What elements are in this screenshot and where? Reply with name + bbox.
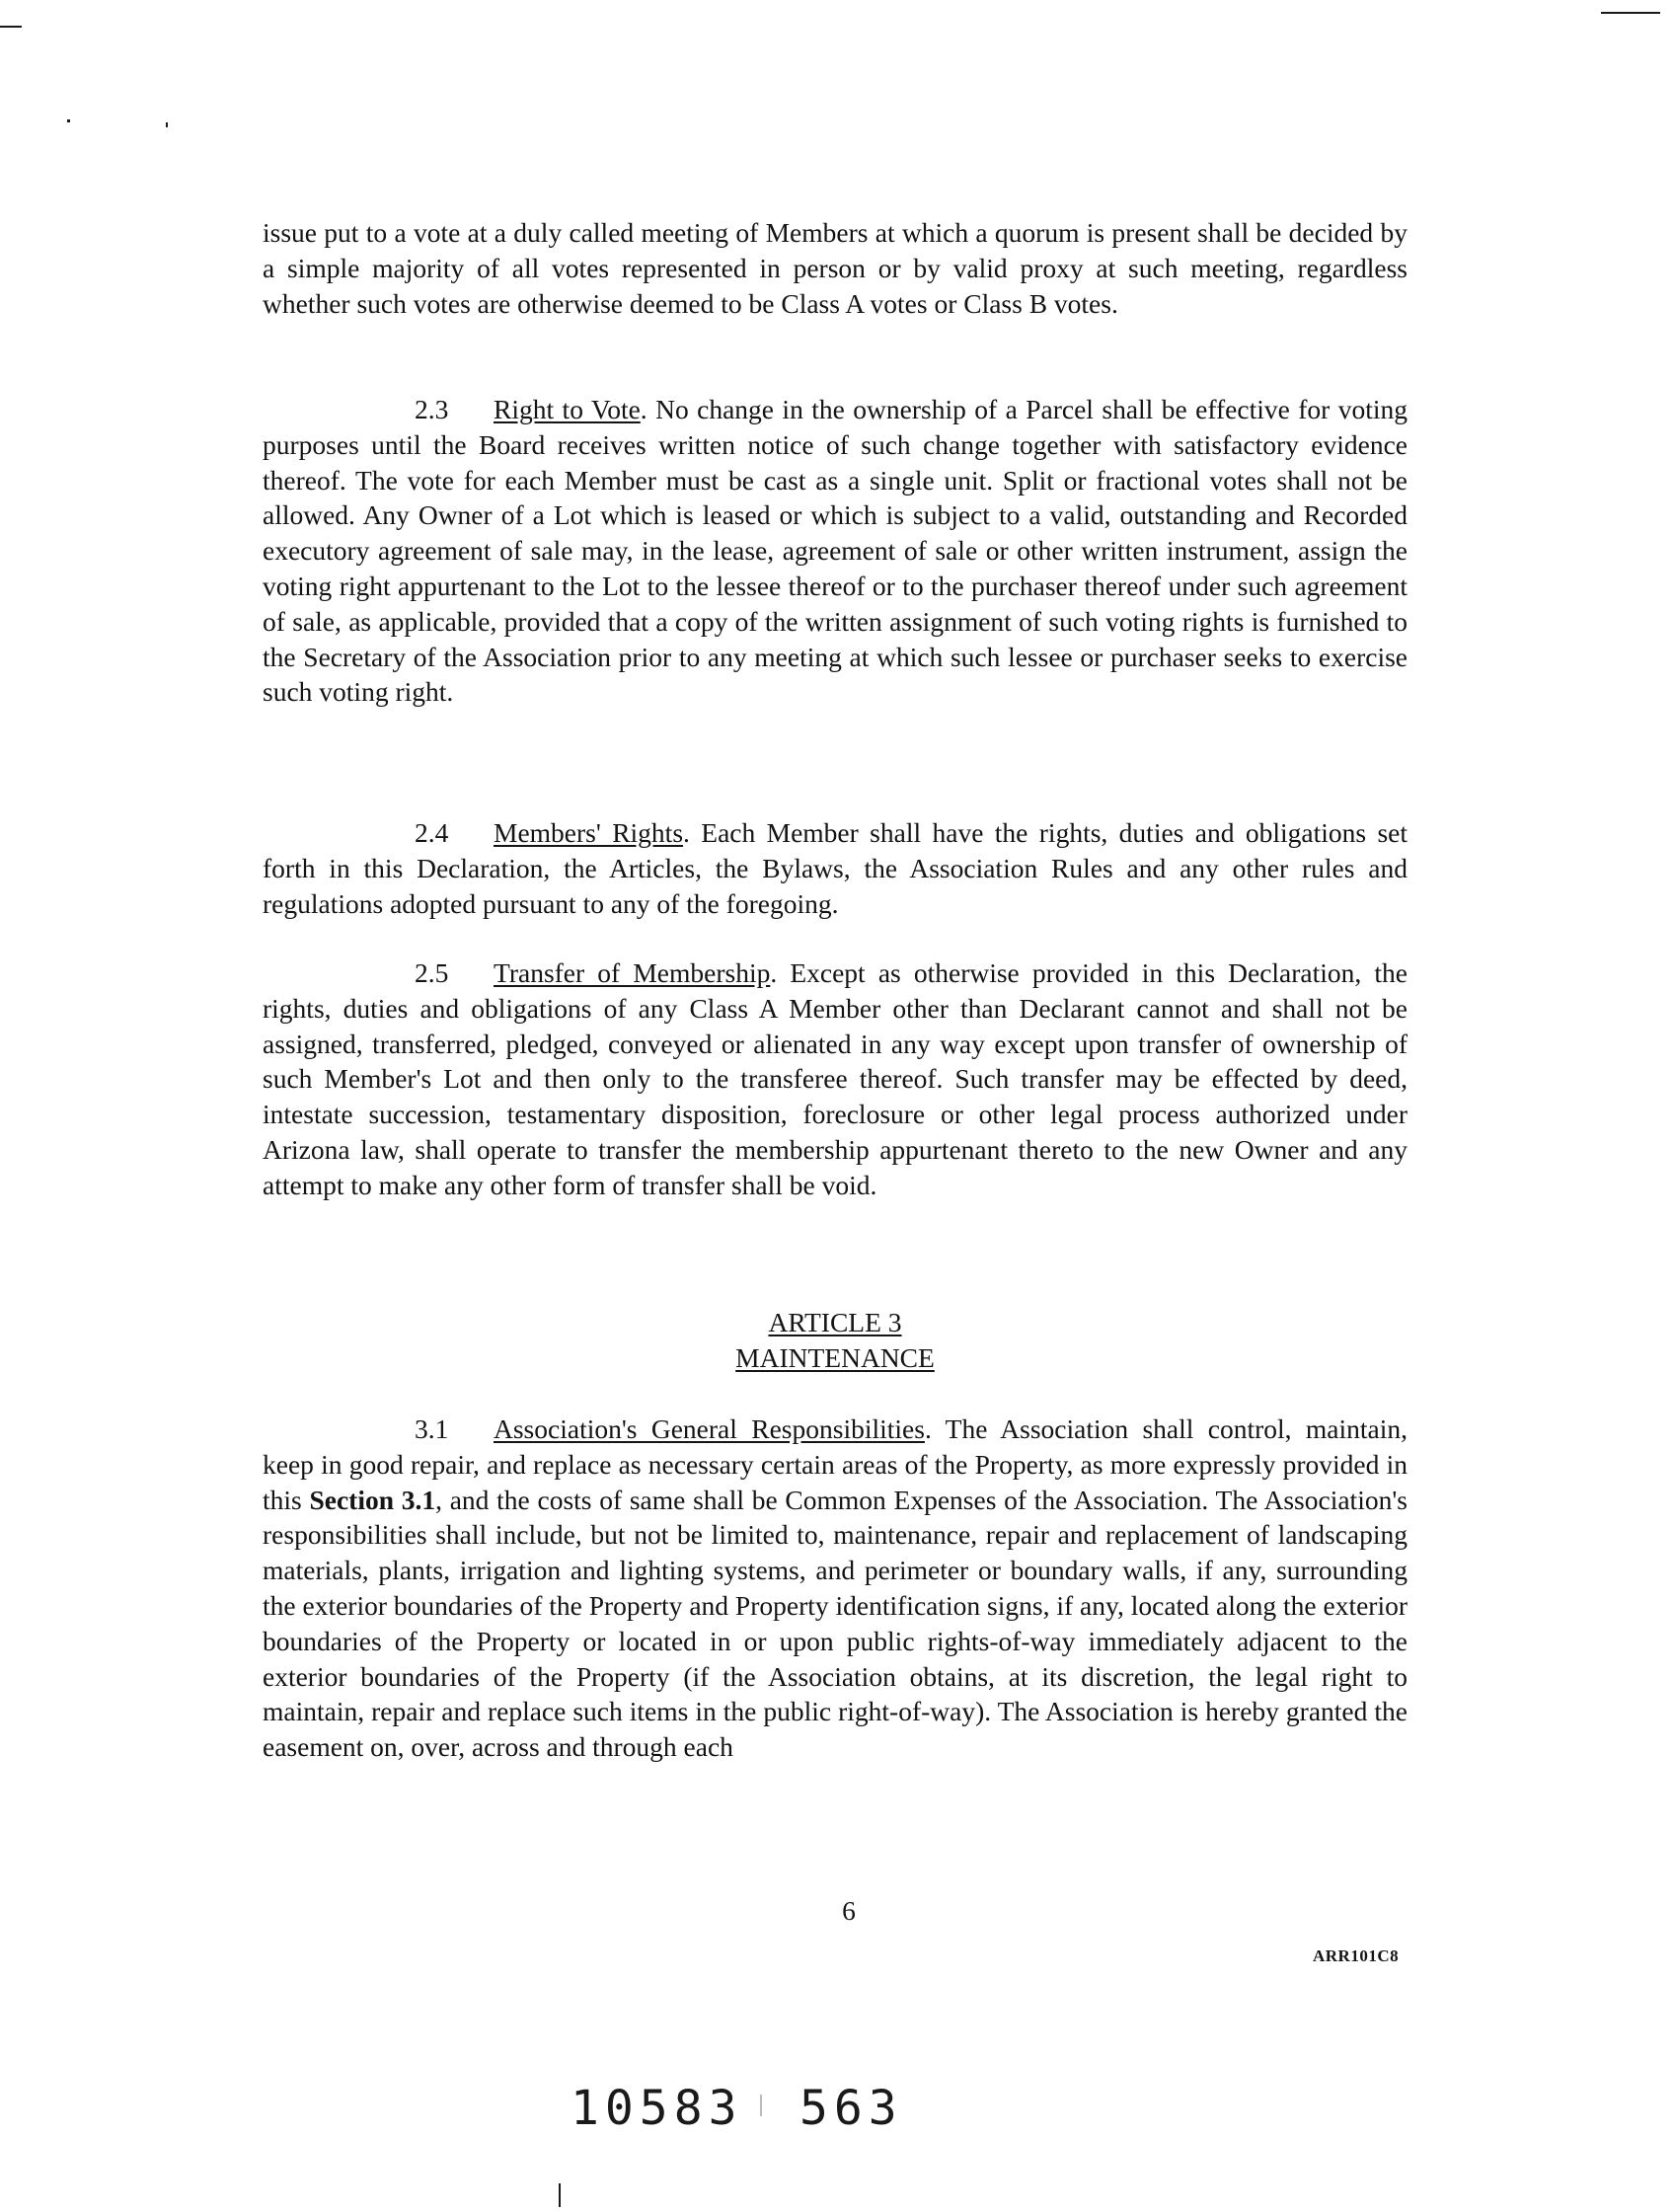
section-2-4-body: . Each Member shall have the rights, duties and obligations set forth in this Declaration, the Articles, the Bylaws, the Association Rules and any other rules and regulations adopted pursuant to any of the foregoing. <box>263 817 1408 919</box>
scan-mark-top-left <box>0 26 22 28</box>
scan-mark-top-right <box>1601 12 1660 14</box>
section-2-5 <box>263 955 1408 1203</box>
scan-separator-tick <box>760 2095 762 2116</box>
section-2-3-title: Right to Vote <box>494 394 641 424</box>
continuation-paragraph: issue put to a vote at a duly called meeting of Members at which a quorum is present shall be decided by a simple majority of all votes represented in person or by valid proxy at such meeting, regardless whether such votes are otherwise deemed to be Class A votes or Class B votes. <box>263 217 1408 319</box>
section-2-5-title: Transfer of Membership <box>494 957 771 988</box>
scan-dot-left <box>67 119 70 122</box>
scan-mark-bottom <box>559 2183 561 2207</box>
page-number: 6 <box>842 1895 856 1926</box>
section-2-5-number: 2.5 <box>415 957 449 988</box>
section-2-3 <box>263 392 1408 710</box>
section-3-1-body-part2: , and the costs of same shall be Common Expenses of the Association. The Association's responsibilities shall include, but not be limited to, maintenance, repair and replacement of landscaping materials, plants, irrigation and lighting systems, and perimeter or boundary walls, if any, surrounding the exterior boundaries of the Property and Property identification signs, if any, located along the exterior boundaries of the Property or located in or upon public rights-of-way immediately adjacent to the exterior boundaries of the Property (if the Association obtains, at its discretion, the legal right to maintain, repair and replace such items in the public right-of-way). The Association is hereby granted the easement on, over, across and through each <box>263 1484 1408 1763</box>
document-code: ARR101C8 <box>1313 1946 1400 1965</box>
section-2-4 <box>263 815 1408 921</box>
section-3-1-body-part1: . The Association shall control, maintain, keep in good repair, and replace as necessary certain areas of the Property, as more expressly provided in this <box>263 1413 1408 1515</box>
section-3-1-bold-reference: Section 3.1 <box>309 1484 436 1515</box>
article-title: MAINTENANCE <box>735 1341 935 1373</box>
section-2-5-body: . Except as otherwise provided in this Declaration, the rights, duties and obligations of any Class A Member other than Declarant cannot and shall not be assigned, transferred, pledged, conveyed or alienated in any way except upon transfer of ownership of such Member's Lot and then only to the transferee thereof. Such transfer may be effected by deed, intestate succession, testamentary disposition, foreclosure or other legal process authorized under Arizona law, shall operate to transfer the membership appurtenant thereto to the new Owner and any attempt to make any other form of transfer shall be void. <box>263 957 1408 1200</box>
article-label: ARTICLE 3 <box>768 1307 902 1337</box>
scan-dot-right <box>166 122 168 127</box>
section-2-3-body: . No change in the ownership of a Parcel shall be effective for voting purposes until the Board receives written notice of such change together with satisfactory evidence thereof. The vote for each Member must be cast as a single unit. Split or fractional votes shall not be allowed. Any Owner of a Lot which is leased or which is subject to a valid, outstanding and Recorded executory agreement of sale may, in the lease, agreement of sale or other written instrument, assign the voting right appurtenant to the Lot to the lessee thereof or to the purchaser thereof under such agreement of sale, as applicable, provided that a copy of the written assignment of such voting rights is furnished to the Secretary of the Association prior to any meeting at which such lessee or purchaser seeks to exercise such voting right. <box>263 394 1408 708</box>
continuation-paragraph-block <box>263 215 1408 321</box>
section-2-4-title: Members' Rights <box>494 817 684 848</box>
section-3-1-title: Association's General Responsibilities <box>494 1413 925 1444</box>
section-3-1 <box>263 1411 1408 1765</box>
recording-book-number: 10583 <box>571 2081 743 2136</box>
section-3-1-number: 3.1 <box>415 1413 449 1444</box>
section-2-4-number: 2.4 <box>415 817 449 848</box>
article-3-heading <box>263 1305 1408 1376</box>
recording-page-number: 563 <box>799 2081 903 2136</box>
section-2-3-number: 2.3 <box>415 394 449 424</box>
